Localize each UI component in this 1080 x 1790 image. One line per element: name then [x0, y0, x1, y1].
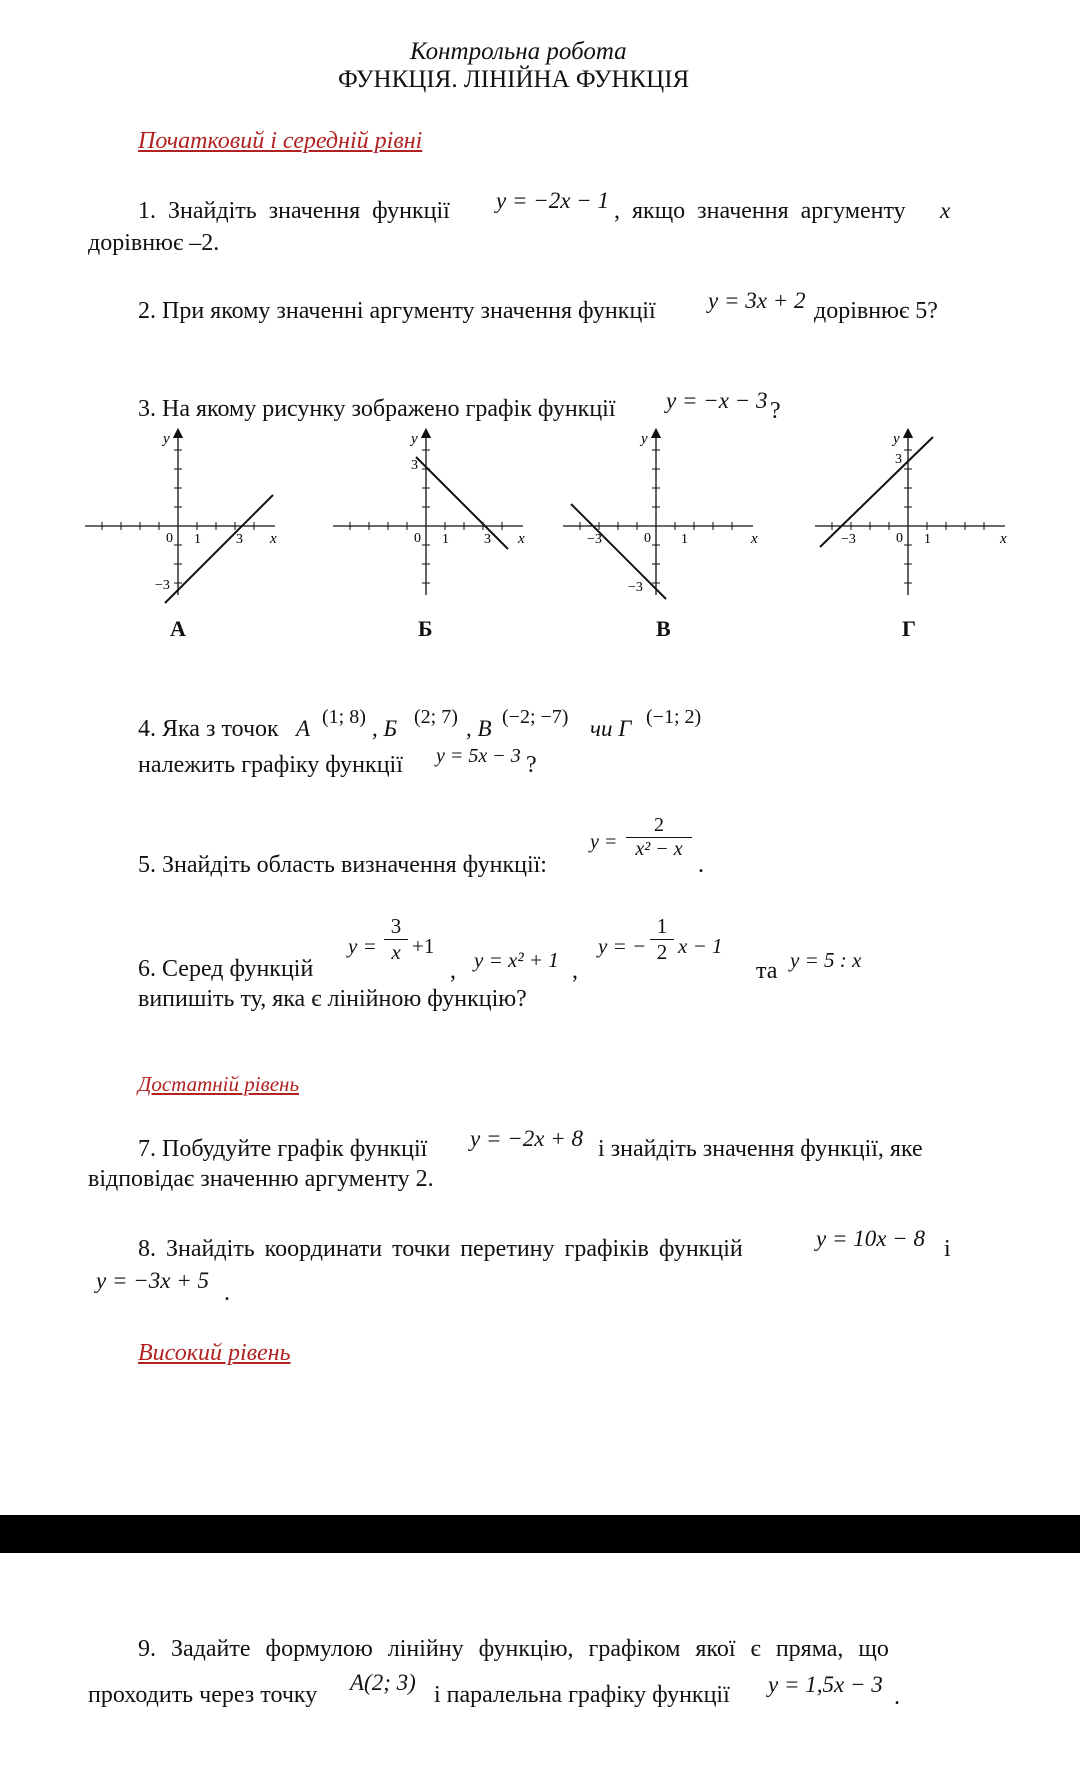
task6-f1-numerator: 3 — [390, 914, 402, 938]
task6-and: та — [756, 958, 778, 984]
task6-f1-denominator: x — [384, 939, 408, 965]
graph-d-x: x — [1000, 531, 1007, 547]
task9-text-b: проходить через точку — [88, 1682, 318, 1708]
graph-a-y: y — [163, 431, 170, 447]
task4-coord-a: (1; 8) — [322, 706, 366, 728]
task6-f3-lhs: y = − — [598, 934, 647, 958]
task5-lhs: y = — [590, 831, 618, 853]
task2-text-a: 2. При якому значенні аргументу значення функції — [138, 298, 656, 324]
task8-dot: . — [224, 1280, 230, 1306]
graph-a-tick-a: 3 — [236, 532, 243, 547]
task9-formula: y = 1,5x − 3 — [768, 1672, 883, 1697]
level-sufficient: Достатній рівень — [138, 1072, 300, 1096]
task3-text-a: 3. На якому рисунку зображено графік функції — [138, 396, 616, 422]
task4-point-c: , В — [466, 716, 492, 741]
graph-c-x: x — [751, 531, 758, 547]
task6-comma2: , — [572, 958, 578, 984]
graph-b-tick-b: 3 — [411, 458, 418, 473]
task5-numerator: 2 — [654, 814, 664, 836]
graph-a-x: x — [270, 531, 277, 547]
task4-point-d: чи Г — [590, 716, 632, 741]
graph-d — [815, 425, 1025, 640]
task8-and: і — [944, 1236, 951, 1262]
level-high: Високий рівень — [138, 1340, 291, 1366]
task6-comma1: , — [450, 958, 456, 984]
task8-text-a: 8. Знайдіть координати точки перетину графіків функцій — [138, 1236, 743, 1262]
graph-c-line — [571, 504, 666, 599]
task1-text-b: , якщо значення аргументу — [614, 198, 906, 224]
graph-d-tick-one: 1 — [924, 532, 931, 547]
task9-text-a: 9. Задайте формулою лінійну функцію, графіком якої є пряма, що — [138, 1636, 889, 1662]
task7-formula: y = −2x + 8 — [470, 1126, 583, 1151]
graph-b-label: Б — [418, 616, 433, 641]
task4-formula: y = 5x − 3 — [436, 745, 521, 767]
task5-text-a: 5. Знайдіть область визначення функції: — [138, 852, 547, 878]
page-title: ФУНКЦІЯ. ЛІНІЙНА ФУНКЦІЯ — [338, 66, 690, 93]
task5-denominator: x² − x — [626, 837, 692, 861]
task4-point-a: A — [296, 716, 311, 741]
subtitle: Контрольна робота — [410, 38, 627, 65]
graph-a-origin: 0 — [166, 531, 173, 546]
task9-dot: . — [894, 1684, 900, 1710]
graph-d-tick-b: 3 — [895, 452, 902, 467]
task1-text-a: 1. Знайдіть значення функції — [138, 198, 450, 224]
graph-c-tick-a: −3 — [587, 532, 602, 547]
graph-d-tick-a: −3 — [841, 532, 856, 547]
graph-b — [333, 425, 543, 640]
graph-d-origin: 0 — [896, 531, 903, 546]
task4-coord-b: (2; 7) — [414, 706, 458, 728]
task6-f3-rest: x − 1 — [678, 934, 723, 958]
graph-b-origin: 0 — [414, 531, 421, 546]
task3-formula: y = −x − 3 — [666, 388, 768, 413]
graph-c-tick-one: 1 — [681, 532, 688, 547]
task6-f4: y = 5 : x — [790, 948, 862, 972]
graph-c-origin: 0 — [644, 531, 651, 546]
task6-f1-rest: +1 — [412, 934, 435, 958]
graph-a-tick-b: −3 — [155, 578, 170, 593]
task6-f2: y = x² + 1 — [474, 948, 559, 972]
graph-d-y: y — [893, 431, 900, 447]
graph-b-x: x — [518, 531, 525, 547]
task3-text-b: ? — [770, 398, 781, 424]
task1-formula: y = −2x − 1 — [496, 188, 609, 213]
task6-f1-lhs: y = — [348, 934, 377, 958]
task2-text-b: дорівнює 5? — [814, 298, 938, 324]
level-initial: Початковий і середній рівні — [138, 128, 423, 154]
task7-text-c: відповідає значенню аргументу 2. — [88, 1166, 434, 1192]
graph-b-line — [416, 457, 508, 549]
task9-point: A(2; 3) — [350, 1670, 416, 1695]
graph-c — [563, 425, 773, 640]
graph-a-label: А — [170, 616, 186, 641]
task6-text-b: випишіть ту, яка є лінійною функцію? — [138, 986, 527, 1012]
task4-text-c: ? — [526, 752, 537, 778]
task5-dot: . — [698, 852, 704, 878]
task4-coord-c: (−2; −7) — [502, 706, 569, 728]
task8-formula2: y = −3x + 5 — [96, 1268, 209, 1293]
task4-text-a: 4. Яка з точок — [138, 716, 279, 742]
task4-text-b: належить графіку функції — [138, 752, 403, 778]
graph-a-tick-one: 1 — [194, 532, 201, 547]
graph-c-label: В — [656, 616, 671, 641]
task7-text-b: і знайдіть значення функції, яке — [598, 1136, 923, 1162]
graph-d-line — [820, 437, 933, 547]
graph-a-line — [165, 495, 273, 603]
graph-c-y: y — [641, 431, 648, 447]
task1-text-c: дорівнює –2. — [88, 230, 220, 256]
task2-formula: y = 3x + 2 — [708, 288, 806, 313]
task1-var: x — [940, 198, 951, 223]
graph-d-label: Г — [902, 616, 916, 641]
graph-a — [85, 425, 295, 640]
task6-text-a: 6. Серед функцій — [138, 956, 314, 982]
task6-f3-denominator: 2 — [650, 939, 674, 965]
task4-point-b: , Б — [372, 716, 398, 741]
graph-c-tick-b: −3 — [628, 580, 643, 595]
task4-coord-d: (−1; 2) — [646, 706, 702, 728]
task6-f3-numerator: 1 — [656, 914, 668, 938]
task9-text-c: і паралельна графіку функції — [434, 1682, 730, 1708]
graph-b-tick-one: 1 — [442, 532, 449, 547]
redaction-bar — [0, 1515, 1080, 1553]
graph-b-tick-a: 3 — [484, 532, 491, 547]
task7-text-a: 7. Побудуйте графік функції — [138, 1136, 428, 1162]
task8-formula1: y = 10x − 8 — [816, 1226, 925, 1251]
graph-b-y: y — [411, 431, 418, 447]
